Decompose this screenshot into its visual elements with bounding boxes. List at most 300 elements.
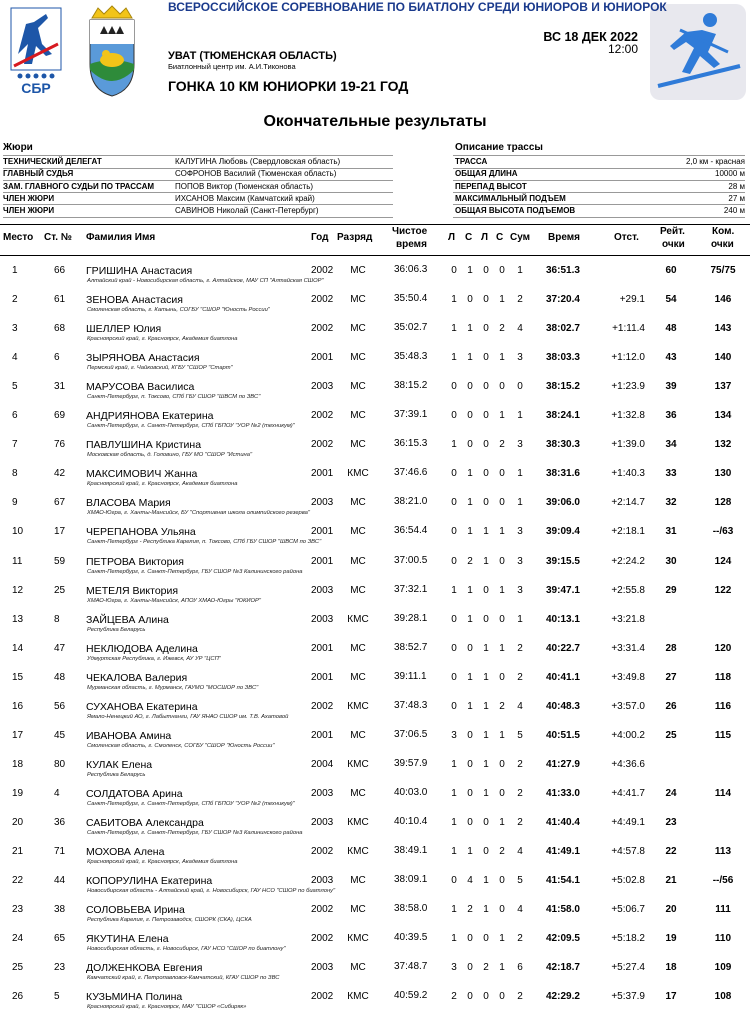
- cell-team: 115: [714, 729, 732, 741]
- jury-member: КАЛУГИНА Любовь (Свердловская область): [175, 157, 341, 166]
- cell-name: ЗАЙЦЕВА Алина: [86, 613, 169, 626]
- cell-bib: 69: [54, 410, 66, 422]
- cell-name: ГРИШИНА Анастасия: [86, 265, 193, 277]
- table-row: [0, 523, 750, 552]
- cell-shooting: 1: [499, 294, 505, 306]
- cell-place: 3: [12, 323, 18, 335]
- cell-rating: 18: [665, 962, 677, 974]
- cell-shooting: 1: [451, 816, 457, 828]
- cell-rank: МС: [350, 729, 366, 741]
- course-key: ПЕРЕПАД ВЫСОТ: [455, 181, 527, 191]
- cell-place: 17: [12, 729, 24, 741]
- cell-rating: 27: [665, 671, 677, 683]
- cell-rating: 33: [665, 468, 677, 480]
- cell-shooting: 0: [483, 294, 489, 306]
- cell-bib: 61: [54, 294, 66, 306]
- cell-shooting: 0: [467, 962, 473, 974]
- cell-behind: +2:24.2: [611, 555, 645, 567]
- cell-bib: 48: [54, 671, 66, 683]
- cell-time: 39:09.4: [546, 526, 580, 538]
- cell-sum: 1: [517, 468, 523, 480]
- cell-behind: +4:36.6: [611, 758, 645, 770]
- cell-bib: 5: [54, 991, 60, 1003]
- cell-shooting: 0: [499, 671, 505, 683]
- cell-name: КУЛАК Елена: [86, 758, 153, 771]
- cell-team: 108: [714, 991, 732, 1003]
- table-row: [0, 436, 750, 465]
- cell-shooting: 1: [483, 526, 489, 538]
- cell-sum: 2: [517, 933, 523, 945]
- region-emblem: [84, 4, 140, 98]
- cell-sum: 2: [517, 642, 523, 654]
- cell-time: 38:15.2: [546, 381, 580, 393]
- cell-year: 2001: [311, 352, 334, 364]
- cell-rank: МС: [350, 410, 366, 422]
- cell-shooting: 0: [467, 381, 473, 393]
- table-row: [0, 727, 750, 756]
- cell-shooting: 4: [467, 875, 473, 887]
- cell-year: 2002: [311, 439, 334, 451]
- table-row: [0, 959, 750, 988]
- cell-sum: 4: [517, 904, 523, 916]
- cell-behind: +1:39.0: [611, 439, 645, 451]
- course-value: 2,0 км - красная: [685, 157, 745, 166]
- cell-team: 114: [714, 787, 732, 799]
- cell-shooting: 0: [451, 613, 457, 625]
- cell-shooting: 0: [467, 729, 473, 741]
- cell-time: 40:41.1: [546, 671, 580, 683]
- cell-rank: МС: [350, 265, 366, 276]
- cell-behind: +4:57.8: [611, 846, 645, 857]
- cell-sum: 1: [517, 497, 523, 509]
- cell-net-time: 37:48.3: [394, 699, 428, 711]
- sbr-logo: [6, 4, 66, 96]
- table-row: [0, 988, 750, 1017]
- cell-shooting: 1: [499, 962, 505, 974]
- biathlon-pictogram: [650, 4, 746, 100]
- cell-rank: КМС: [347, 613, 369, 625]
- col-team-2: очки: [711, 239, 734, 250]
- cell-name: СОЛОВЬЕВА Ирина: [86, 904, 185, 917]
- cell-rank: КМС: [347, 468, 369, 480]
- course-title: Описание трассы: [455, 142, 543, 153]
- cell-place: 7: [12, 439, 18, 451]
- cell-name: ВЛАСОВА Мария: [86, 497, 171, 510]
- cell-year: 2002: [311, 410, 334, 422]
- cell-team: 140: [714, 352, 732, 364]
- cell-behind: +3:21.8: [611, 613, 645, 625]
- cell-rank: КМС: [347, 846, 369, 857]
- cell-club: Красноярский край, г. Красноярск, Академия биатлона: [87, 336, 238, 343]
- cell-shooting: 0: [499, 991, 505, 1003]
- cell-bib: 67: [54, 497, 66, 509]
- event-date: ВС 18 ДЕК 2022: [543, 30, 638, 44]
- jury-role: ЧЛЕН ЖЮРИ: [3, 206, 55, 216]
- cell-time: 38:03.3: [546, 352, 580, 364]
- cell-shooting: 1: [467, 584, 473, 596]
- cell-bib: 44: [54, 875, 66, 887]
- cell-rating: 25: [665, 729, 677, 741]
- cell-name: АНДРИЯНОВА Екатерина: [86, 410, 214, 423]
- cell-shooting: 0: [483, 816, 489, 828]
- cell-rating: 48: [665, 323, 677, 335]
- cell-behind: +3:31.4: [611, 642, 645, 654]
- cell-place: 16: [12, 700, 24, 712]
- cell-team: 120: [714, 642, 732, 654]
- col-s4: С: [496, 232, 504, 243]
- cell-year: 2001: [311, 729, 334, 741]
- course-value: 240 м: [723, 206, 745, 216]
- course-key: ОБЩАЯ ДЛИНА: [455, 169, 518, 179]
- cell-shooting: 1: [451, 846, 457, 857]
- jury-role: ГЛАВНЫЙ СУДЬЯ: [3, 169, 74, 179]
- table-row: [0, 291, 750, 320]
- cell-shooting: 1: [499, 526, 505, 538]
- cell-year: 2004: [311, 758, 334, 770]
- table-row: [0, 378, 750, 407]
- event-time: 12:00: [607, 42, 638, 56]
- cell-shooting: 0: [451, 642, 457, 654]
- cell-time: 38:30.3: [546, 439, 580, 451]
- cell-behind: +2:18.1: [611, 526, 645, 538]
- venue-sub: Биатлонный центр им. А.И.Тиконова: [168, 62, 296, 71]
- cell-shooting: 1: [467, 497, 473, 509]
- cell-place: 15: [12, 671, 24, 683]
- cell-place: 26: [12, 991, 24, 1003]
- col-behind: Отст.: [614, 232, 639, 243]
- cell-rank: МС: [350, 381, 366, 393]
- cell-team: 128: [714, 497, 732, 509]
- cell-place: 8: [12, 468, 18, 480]
- cell-behind: +3:57.0: [611, 700, 645, 712]
- cell-time: 38:02.7: [546, 323, 580, 335]
- cell-rank: МС: [350, 584, 366, 596]
- cell-rating: 60: [665, 265, 677, 276]
- cell-shooting: 3: [451, 729, 457, 741]
- cell-rating: 28: [665, 642, 677, 654]
- cell-rating: 31: [665, 526, 677, 538]
- cell-shooting: 1: [499, 642, 505, 654]
- cell-behind: +1:11.4: [612, 323, 645, 335]
- cell-shooting: 1: [499, 933, 505, 945]
- cell-sum: 4: [517, 323, 523, 335]
- table-row: [0, 872, 750, 901]
- cell-shooting: 0: [467, 758, 473, 770]
- cell-club: Красноярский край, г. Красноярск, Академия биатлона: [87, 859, 238, 865]
- cell-team: --/63: [712, 526, 734, 538]
- table-row: [0, 553, 750, 582]
- cell-net-time: 39:57.9: [394, 757, 428, 769]
- cell-bib: 71: [54, 846, 66, 857]
- col-place: Место: [3, 232, 34, 243]
- cell-shooting: 0: [483, 352, 489, 364]
- cell-rating: 17: [665, 991, 677, 1003]
- cell-sum: 1: [517, 613, 523, 625]
- cell-net-time: 37:48.7: [394, 961, 428, 973]
- cell-shooting: 1: [467, 323, 473, 335]
- cell-shooting: 1: [467, 846, 473, 857]
- cell-rank: МС: [350, 352, 366, 364]
- cell-shooting: 0: [483, 613, 489, 625]
- cell-club: Республика Беларусь: [87, 626, 146, 633]
- cell-behind: +1:12.0: [611, 352, 645, 364]
- cell-sum: 3: [517, 584, 523, 596]
- cell-sum: 3: [517, 526, 523, 538]
- cell-year: 2003: [311, 875, 334, 887]
- header-rule-bottom: [0, 255, 750, 256]
- cell-shooting: 0: [499, 758, 505, 770]
- cell-year: 2001: [311, 642, 334, 654]
- cell-club: Удмуртская Республика, г. Ижевск, АУ УР "ЦСП": [87, 655, 221, 662]
- cell-team: 137: [714, 381, 732, 393]
- jury-member: ИХСАНОВ Максим (Камчатский край): [175, 193, 315, 203]
- cell-rating: 22: [665, 846, 677, 857]
- cell-name: ПЕТРОВА Виктория: [86, 555, 184, 568]
- cell-place: 12: [12, 584, 24, 596]
- cell-time: 42:18.7: [546, 962, 580, 974]
- cell-name: КОПОРУЛИНА Екатерина: [86, 875, 213, 888]
- cell-time: 39:06.0: [546, 497, 580, 509]
- cell-bib: 8: [54, 613, 60, 625]
- cell-year: 2003: [311, 613, 334, 625]
- cell-shooting: 1: [483, 787, 489, 799]
- cell-place: 9: [12, 497, 18, 509]
- cell-year: 2001: [311, 671, 334, 683]
- cell-club: Республика Карелия, г. Петрозаводск, СШОРК (СКА), ЦСКА: [87, 917, 252, 924]
- cell-sum: 0: [517, 381, 523, 393]
- cell-net-time: 36:06.3: [394, 264, 428, 275]
- cell-team: 118: [714, 671, 732, 683]
- cell-net-time: 40:59.2: [394, 990, 428, 1002]
- table-row: [0, 582, 750, 611]
- cell-net-time: 36:15.3: [394, 438, 428, 450]
- cell-name: ЧЕРЕПАНОВА Ульяна: [86, 526, 196, 539]
- cell-bib: 59: [54, 555, 66, 567]
- cell-shooting: 1: [451, 933, 457, 945]
- cell-shooting: 0: [467, 410, 473, 422]
- cell-sum: 2: [517, 991, 523, 1003]
- cell-net-time: 37:46.6: [394, 467, 428, 479]
- cell-bib: 23: [54, 962, 66, 974]
- course-value: 10000 м: [715, 169, 745, 179]
- cell-name: МОХОВА Алена: [86, 846, 165, 858]
- col-bib: Ст. №: [44, 232, 72, 243]
- col-rating-1: Рейт.: [660, 226, 685, 237]
- cell-rank: МС: [350, 323, 366, 335]
- cell-place: 21: [12, 846, 24, 857]
- cell-name: СОЛДАТОВА Арина: [86, 787, 183, 800]
- cell-sum: 2: [517, 671, 523, 683]
- cell-sum: 4: [517, 846, 523, 857]
- cell-shooting: 2: [467, 904, 473, 916]
- cell-net-time: 38:21.0: [394, 496, 428, 508]
- cell-year: 2002: [311, 294, 334, 306]
- cell-net-time: 40:39.5: [394, 932, 428, 944]
- cell-shooting: 0: [483, 439, 489, 451]
- cell-net-time: 39:28.1: [394, 612, 428, 624]
- cell-shooting: 0: [499, 875, 505, 887]
- cell-shooting: 0: [483, 381, 489, 393]
- cell-shooting: 1: [499, 410, 505, 422]
- cell-shooting: 1: [451, 758, 457, 770]
- cell-shooting: 1: [467, 700, 473, 712]
- cell-shooting: 2: [483, 962, 489, 974]
- cell-team: 132: [714, 439, 732, 451]
- cell-name: ИВАНОВА Амина: [86, 729, 172, 742]
- cell-year: 2003: [311, 787, 334, 799]
- cell-time: 41:33.0: [546, 787, 580, 799]
- cell-bib: 38: [54, 904, 66, 916]
- course-key: ОБЩАЯ ВЫСОТА ПОДЪЕМОВ: [455, 206, 576, 216]
- cell-shooting: 1: [499, 584, 505, 596]
- cell-time: 39:15.5: [546, 555, 580, 567]
- sbr-logo-text: СБР: [21, 80, 51, 96]
- cell-shooting: 0: [451, 497, 457, 509]
- cell-club: Санкт-Петербург, г. Санкт-Петербург, СПб ГБПОУ "УОР №2 (техникум)": [87, 800, 295, 807]
- cell-shooting: 0: [483, 933, 489, 945]
- cell-time: 40:51.5: [546, 729, 580, 741]
- cell-place: 5: [12, 381, 18, 393]
- cell-year: 2002: [311, 700, 334, 712]
- cell-time: 41:49.1: [546, 846, 580, 857]
- col-s2: С: [465, 232, 473, 243]
- cell-time: 40:22.7: [546, 642, 580, 654]
- cell-club: Алтайский край - Новосибирская область, г. Алтайское, МАУ СП "Алтайская СШОР": [87, 278, 324, 284]
- cell-year: 2003: [311, 584, 334, 596]
- cell-shooting: 1: [467, 468, 473, 480]
- cell-rank: КМС: [347, 816, 369, 828]
- course-value: 27 м: [728, 193, 745, 203]
- col-sum: Сум: [510, 232, 531, 243]
- cell-sum: 3: [517, 439, 523, 451]
- cell-bib: 65: [54, 933, 66, 945]
- jury-member: СОФРОНОВ Василий (Тюменская область): [175, 169, 337, 179]
- cell-rating: 26: [665, 700, 677, 712]
- cell-rating: 21: [665, 875, 677, 887]
- cell-shooting: 0: [451, 700, 457, 712]
- cell-net-time: 38:52.7: [394, 641, 428, 653]
- cell-shooting: 2: [499, 700, 505, 712]
- cell-club: Санкт-Петербург, п. Токсово, СПб ГБУ СШОР "ШВСМ по ЗВС": [87, 394, 261, 401]
- cell-name: ШЕЛЛЕР Юлия: [86, 323, 162, 336]
- course-key: ТРАССА: [455, 157, 488, 166]
- col-time: Время: [548, 232, 580, 243]
- cell-shooting: 1: [483, 875, 489, 887]
- cell-net-time: 39:11.1: [394, 670, 427, 682]
- cell-rank: КМС: [347, 758, 369, 770]
- cell-behind: +5:06.7: [611, 904, 645, 916]
- jury-member: ПОПОВ Виктор (Тюменская область): [175, 181, 314, 191]
- cell-shooting: 0: [483, 584, 489, 596]
- cell-team: 124: [714, 555, 732, 567]
- cell-name: САБИТОВА Александра: [86, 816, 204, 829]
- cell-club: Ямало-Ненецкий АО, г. Лабытнанги, ГАУ ЯНАО СШОР им. Т.В. Ахатовой: [87, 713, 289, 720]
- cell-place: 2: [12, 294, 18, 306]
- cell-shooting: 0: [467, 933, 473, 945]
- cell-rating: 54: [665, 294, 677, 306]
- cell-rating: 43: [665, 352, 677, 364]
- cell-rank: МС: [350, 671, 366, 683]
- cell-bib: 76: [54, 439, 66, 451]
- cell-year: 2003: [311, 497, 334, 509]
- cell-sum: 3: [517, 555, 523, 567]
- cell-time: 37:20.4: [546, 294, 580, 306]
- table-row: [0, 262, 750, 291]
- table-row: [0, 611, 750, 640]
- course-divider: [453, 155, 745, 156]
- header-rule-top: [0, 224, 750, 225]
- cell-rating: 29: [665, 584, 677, 596]
- cell-year: 2002: [311, 323, 334, 335]
- cell-net-time: 38:09.1: [394, 874, 428, 886]
- cell-bib: 17: [54, 526, 66, 538]
- cell-place: 6: [12, 410, 18, 422]
- cell-shooting: 2: [499, 439, 505, 451]
- cell-rank: МС: [350, 294, 366, 306]
- cell-place: 14: [12, 642, 24, 654]
- cell-rank: КМС: [347, 700, 369, 712]
- cell-rank: МС: [350, 642, 366, 654]
- cell-place: 4: [12, 352, 18, 364]
- cell-team: 75/75: [710, 265, 736, 276]
- cell-behind: +1:32.8: [611, 410, 645, 422]
- cell-shooting: 0: [451, 671, 457, 683]
- cell-year: 2002: [311, 933, 334, 945]
- race-title: ГОНКА 10 КМ ЮНИОРКИ 19-21 ГОД: [168, 78, 409, 94]
- cell-club: Новосибирская область, г. Новосибирск, ГАУ НСО "СШОР по биатлону": [87, 946, 286, 953]
- cell-name: ДОЛЖЕНКОВА Евгения: [86, 962, 203, 975]
- cell-behind: +1:40.3: [611, 468, 645, 480]
- cell-behind: +2:55.8: [611, 584, 645, 596]
- col-team-1: Ком.: [712, 226, 735, 237]
- cell-club: Красноярский край, г. Красноярск, МАУ "СШОР «Сибиряк»: [87, 1004, 247, 1011]
- cell-net-time: 40:10.4: [394, 815, 428, 827]
- cell-shooting: 1: [483, 555, 489, 567]
- cell-rating: 20: [665, 904, 677, 916]
- table-row: [0, 320, 750, 349]
- cell-shooting: 0: [499, 381, 505, 393]
- cell-behind: +2:14.7: [611, 497, 645, 509]
- cell-bib: 66: [54, 265, 66, 276]
- cell-team: 143: [714, 323, 732, 335]
- cell-year: 2003: [311, 381, 334, 393]
- cell-bib: 4: [54, 787, 60, 799]
- cell-club: Республика Беларусь: [87, 771, 146, 778]
- cell-shooting: 0: [451, 555, 457, 567]
- cell-shooting: 0: [451, 468, 457, 480]
- cell-sum: 5: [517, 875, 523, 887]
- cell-time: 41:54.1: [546, 875, 580, 887]
- cell-shooting: 1: [467, 265, 473, 276]
- cell-club: Санкт-Петербург, г. Санкт-Петербург, СПб ГБПОУ "УОР №2 (техникум)": [87, 423, 295, 430]
- table-row: [0, 785, 750, 814]
- cell-bib: 47: [54, 642, 66, 654]
- cell-name: ЗЫРЯНОВА Анастасия: [86, 352, 200, 365]
- cell-net-time: 37:00.5: [394, 554, 428, 566]
- jury-role: ЧЛЕН ЖЮРИ: [3, 193, 55, 203]
- cell-place: 22: [12, 875, 24, 887]
- table-row: [0, 901, 750, 930]
- cell-place: 25: [12, 962, 24, 974]
- cell-shooting: 1: [451, 352, 457, 364]
- cell-sum: 3: [517, 352, 523, 364]
- cell-time: 40:48.3: [546, 700, 580, 712]
- cell-place: 10: [12, 526, 24, 538]
- cell-bib: 36: [54, 816, 66, 828]
- cell-name: ЧЕКАЛОВА Валерия: [86, 671, 188, 684]
- cell-rank: МС: [350, 962, 366, 974]
- results-title: Окончательные результаты: [263, 113, 487, 130]
